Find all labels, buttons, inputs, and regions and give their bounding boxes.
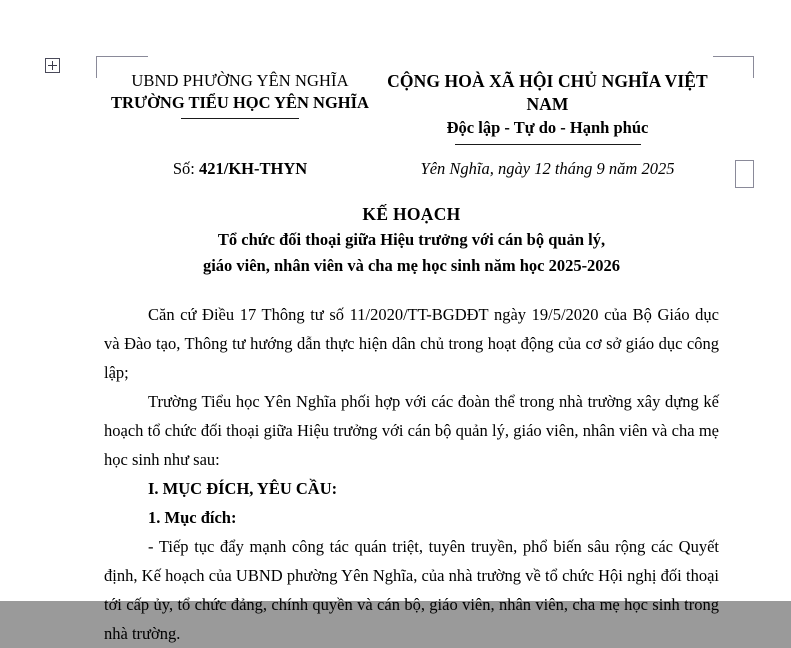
document-header	[104, 70, 719, 145]
document-number	[104, 158, 376, 180]
national-name: CỘNG HOÀ XÃ HỘI CHỦ NGHĨA VIỆT NAM	[387, 71, 708, 114]
document-title-block	[104, 202, 719, 278]
motto-underline	[455, 144, 641, 145]
margin-marker-box	[735, 160, 754, 188]
move-handle-icon[interactable]	[45, 58, 60, 73]
document-subtitle-line-2: giáo viên, nhân viên và cha mẹ học sinh năm học 2025-2026	[202, 256, 621, 275]
margin-mark-top-left-horizontal	[96, 56, 148, 57]
document-number-label: Số:	[172, 159, 195, 178]
margin-mark-top-right-horizontal	[713, 56, 753, 57]
issuing-authority-block	[104, 70, 376, 119]
authority-underline	[181, 118, 299, 119]
document-content	[104, 70, 719, 648]
body-paragraph-2: Trường Tiểu học Yên Nghĩa phối hợp với các đoàn thể trong nhà trường xây dựng kế hoạch tổ chức đối thoại giữa Hiệu trưởng với cán bộ quản lý, giáo viên, nhân viên và cha mẹ học sinh như sau:	[104, 392, 719, 469]
document-number-and-date-row	[104, 158, 719, 180]
margin-mark-top-left-vertical	[96, 56, 97, 78]
document-body	[104, 300, 719, 648]
margin-mark-top-right-vertical	[753, 56, 754, 78]
national-heading-block	[376, 70, 719, 145]
section-subheading-1: 1. Mục đích:	[148, 508, 237, 527]
document-subtitle-line-1: Tổ chức đối thoại giữa Hiệu trưởng với cán bộ quản lý,	[217, 230, 606, 249]
section-heading-1: I. MỤC ĐÍCH, YÊU CẦU:	[148, 479, 338, 498]
document-number-value: 421/KH-THYN	[198, 159, 308, 178]
authority-line-1: UBND PHƯỜNG YÊN NGHĨA	[131, 71, 349, 90]
national-motto: Độc lập - Tự do - Hạnh phúc	[446, 118, 649, 137]
body-paragraph-1: Căn cứ Điều 17 Thông tư số 11/2020/TT-BGDĐT ngày 19/5/2020 của Bộ Giáo dục và Đào tạo, Thông tư hướng dẫn thực hiện dân chủ trong hoạt động của cơ sở giáo dục công lập;	[104, 305, 719, 382]
authority-line-2: TRƯỜNG TIỂU HỌC YÊN NGHĨA	[111, 93, 369, 112]
body-paragraph-3: - Tiếp tục đẩy mạnh công tác quán triệt, tuyên truyền, phổ biến sâu rộng các Quyết định, Kế hoạch của UBND phường Yên Nghĩa, của nhà trường về tổ chức Hội nghị đối thoại tới cấp ủy, tổ chức đảng, chính quyền và cán bộ, giáo viên, nhân viên, cha mẹ học sinh trong nhà trường.	[104, 537, 719, 643]
place-and-date: Yên Nghĩa, ngày 12 tháng 9 năm 2025	[420, 159, 675, 178]
page-title: KẾ HOẠCH	[362, 204, 461, 224]
